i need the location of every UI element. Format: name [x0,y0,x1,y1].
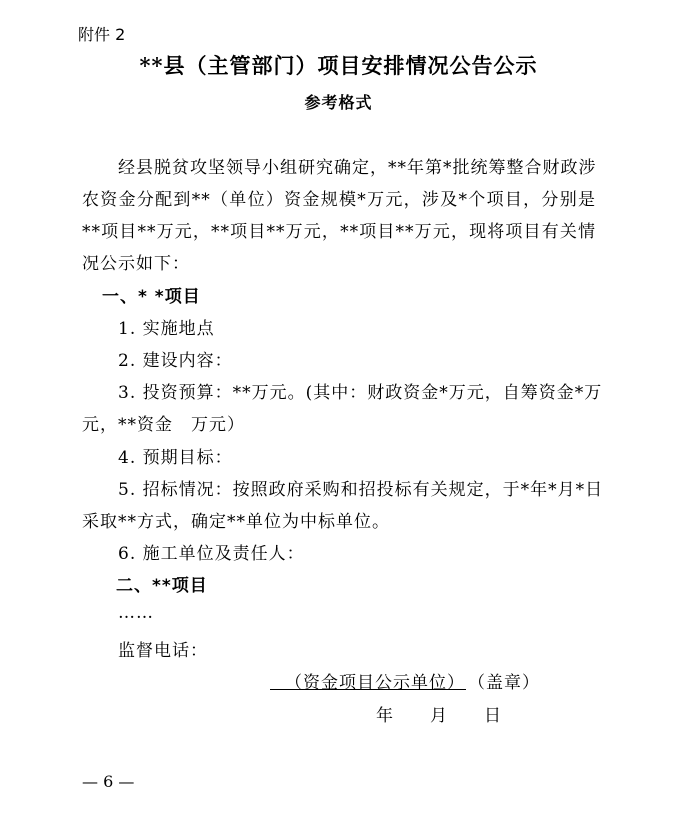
ellipsis: …… [118,603,154,623]
seal-label: （盖章） [468,673,540,693]
supervision-phone-label: 监督电话： [118,641,208,661]
intro-line-3: **项目**万元，**项目**万元，**项目**万元，现将项目有关情 [82,222,596,242]
signature-underline [270,689,466,690]
section-1-heading: 一、* *项目 [102,287,201,307]
document-title: **县（主管部门）项目安排情况公告公示 [139,53,538,78]
publishing-unit: （资金项目公示单位） [285,673,465,693]
item-4: 4. 预期目标： [118,448,233,468]
item-5-line-1: 5. 招标情况：按照政府采购和招投标有关规定，于*年*月*日 [118,480,604,500]
intro-line-1: 经县脱贫攻坚领导小组研究确定，**年第*批统筹整合财政涉 [118,158,597,178]
item-3-line-1: 3. 投资预算：**万元。(其中：财政资金*万元，自筹资金*万 [118,383,603,403]
page-number: — 6 — [82,772,135,791]
item-3-line-2: 元，**资金 万元） [82,415,245,435]
intro-line-4: 况公示如下： [82,254,190,274]
attachment-label: 附件 2 [78,25,126,44]
signature-date: 年 月 日 [376,706,502,726]
section-2-heading: 二、**项目 [116,576,208,596]
item-5-line-2: 采取**方式，确定**单位为中标单位。 [82,512,390,532]
item-2: 2. 建设内容： [118,351,233,371]
item-6: 6. 施工单位及责任人： [118,544,305,564]
document-subtitle: 参考格式 [304,93,373,112]
item-1: 1. 实施地点 [118,319,215,339]
intro-line-2: 农资金分配到**（单位）资金规模*万元，涉及*个项目，分别是 [82,190,596,210]
